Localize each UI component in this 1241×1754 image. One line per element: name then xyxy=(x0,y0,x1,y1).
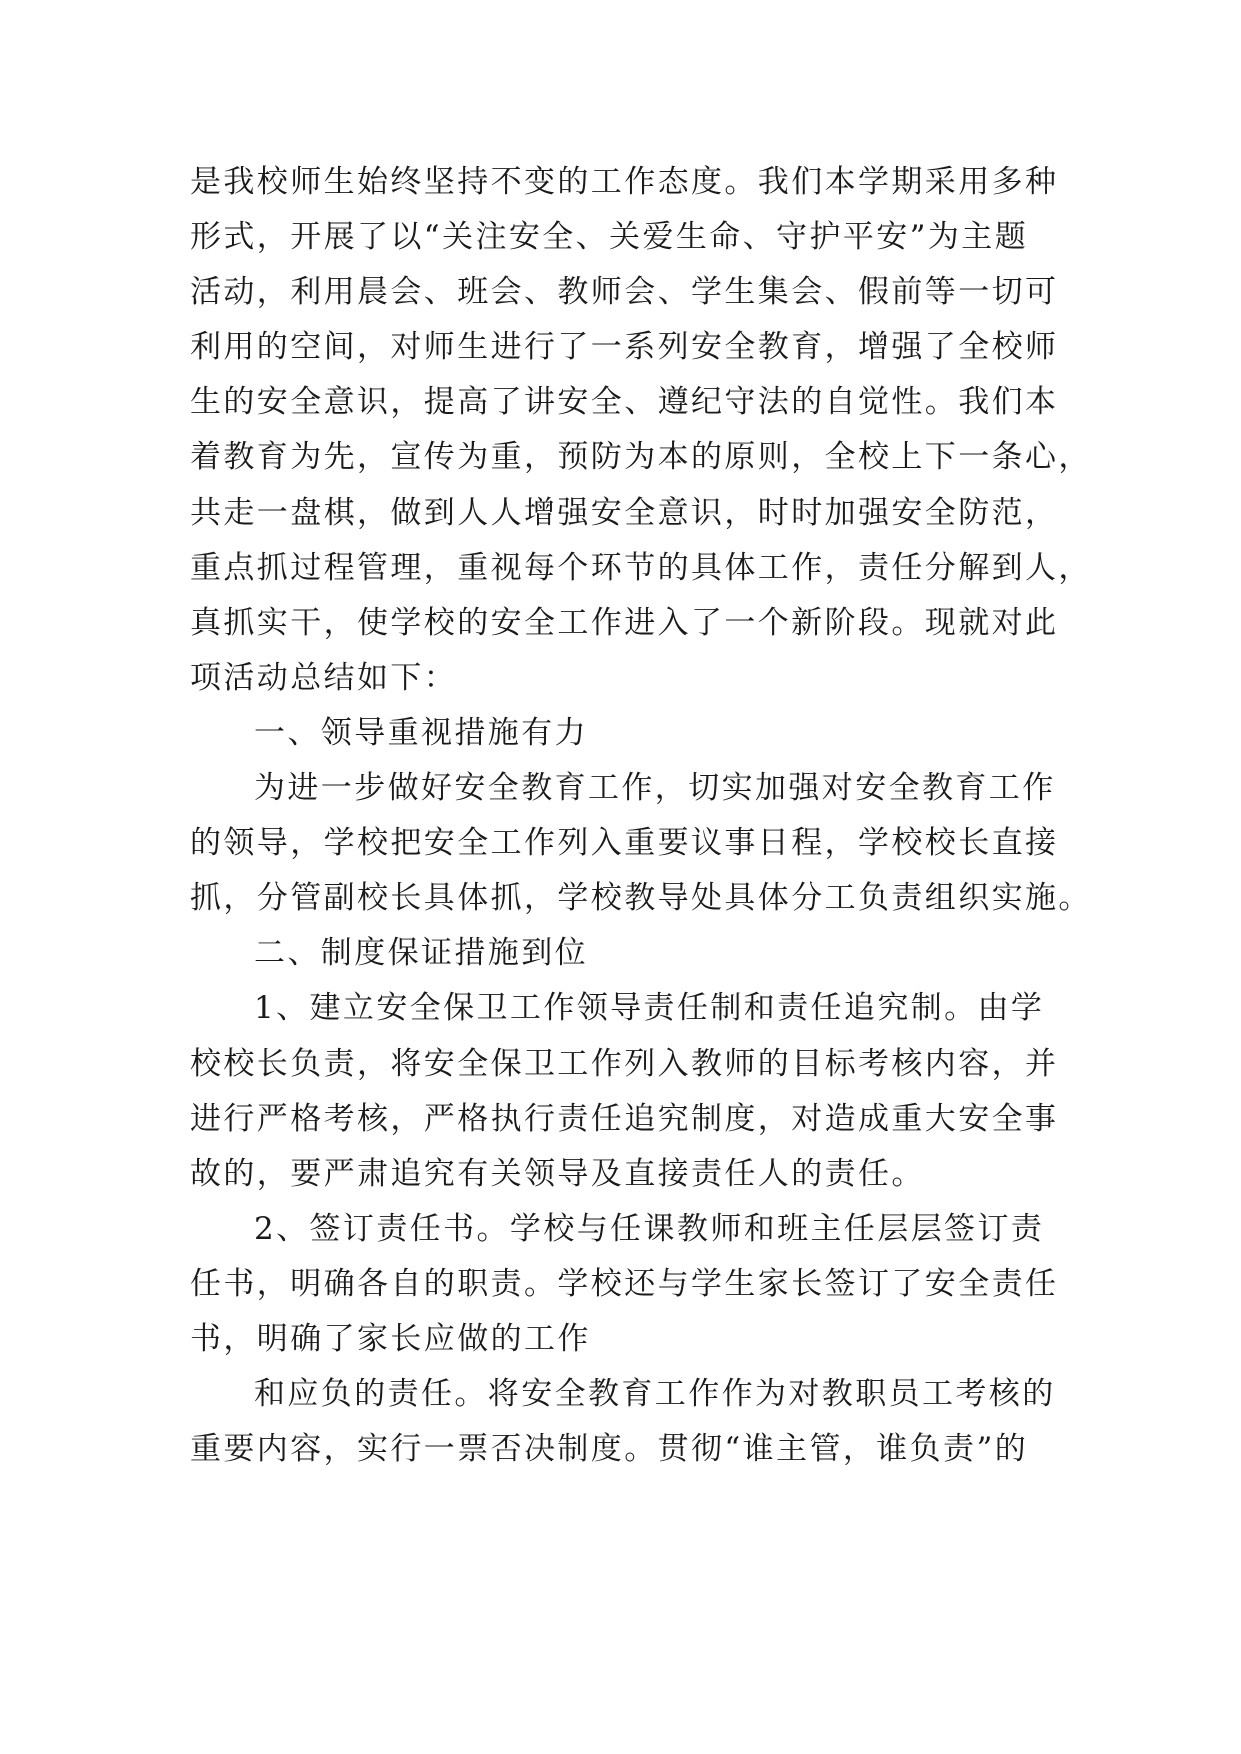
text-line: 生的安全意识，提高了讲安全、遵纪守法的自觉性。我们本 xyxy=(190,384,1059,421)
text-line: 的领导，学校把安全工作列入重要议事日程，学校校长直接 xyxy=(190,825,1059,862)
text-line: 为进一步做好安全教育工作，切实加强对安全教育工作 xyxy=(254,770,1056,807)
text-line: 任书，明确各自的职责。学校还与学生家长签订了安全责任 xyxy=(190,1265,1059,1302)
text-line: 是我校师生始终坚持不变的工作态度。我们本学期采用多种 xyxy=(190,164,1059,200)
text-line: 活动，利用晨会、班会、教师会、学生集会、假前等一切可 xyxy=(190,274,1059,311)
text-line: 形式，开展了以“关注安全、关爱生命、守护平安”为主题 xyxy=(190,219,1029,256)
text-line: 故的，要严肃追究有关领导及直接责任人的责任。 xyxy=(190,1155,925,1192)
text-line: 真抓实干，使学校的安全工作进入了一个新阶段。现就对此 xyxy=(190,604,1059,641)
text-line: 着教育为先，宣传为重，预防为本的原则，全校上下一条心， xyxy=(190,439,1092,476)
text-line: 书，明确了家长应做的工作 xyxy=(190,1320,591,1357)
text-line: 利用的空间，对师生进行了一系列安全教育，增强了全校师 xyxy=(190,329,1059,366)
text-line: 项活动总结如下： xyxy=(190,659,458,696)
text-line: 2、签订责任书。学校与任课教师和班主任层层签订责 xyxy=(254,1210,1045,1247)
text-line: 和应负的责任。将安全教育工作作为对教职员工考核的 xyxy=(254,1376,1056,1413)
text-line: 共走一盘棋，做到人人增强安全意识，时时加强安全防范， xyxy=(190,494,1059,531)
text-line: 重点抓过程管理，重视每个环节的具体工作，责任分解到人， xyxy=(190,549,1092,586)
body-text xyxy=(190,155,1092,1477)
text-line: 校校长负责，将安全保卫工作列入教师的目标考核内容，并 xyxy=(190,1045,1059,1082)
text-line: 抓，分管副校长具体抓，学校教导处具体分工负责组织实施。 xyxy=(190,880,1092,917)
text-line: 重要内容，实行一票否决制度。贯彻“谁主管，谁负责”的 xyxy=(190,1431,1029,1468)
text-line: 二、制度保证措施到位 xyxy=(254,935,588,972)
text-line: 1、建立安全保卫工作领导责任制和责任追究制。由学 xyxy=(254,990,1045,1027)
text-line: 一、领导重视措施有力 xyxy=(254,714,588,751)
text-line: 进行严格考核，严格执行责任追究制度，对造成重大安全事 xyxy=(190,1100,1059,1137)
